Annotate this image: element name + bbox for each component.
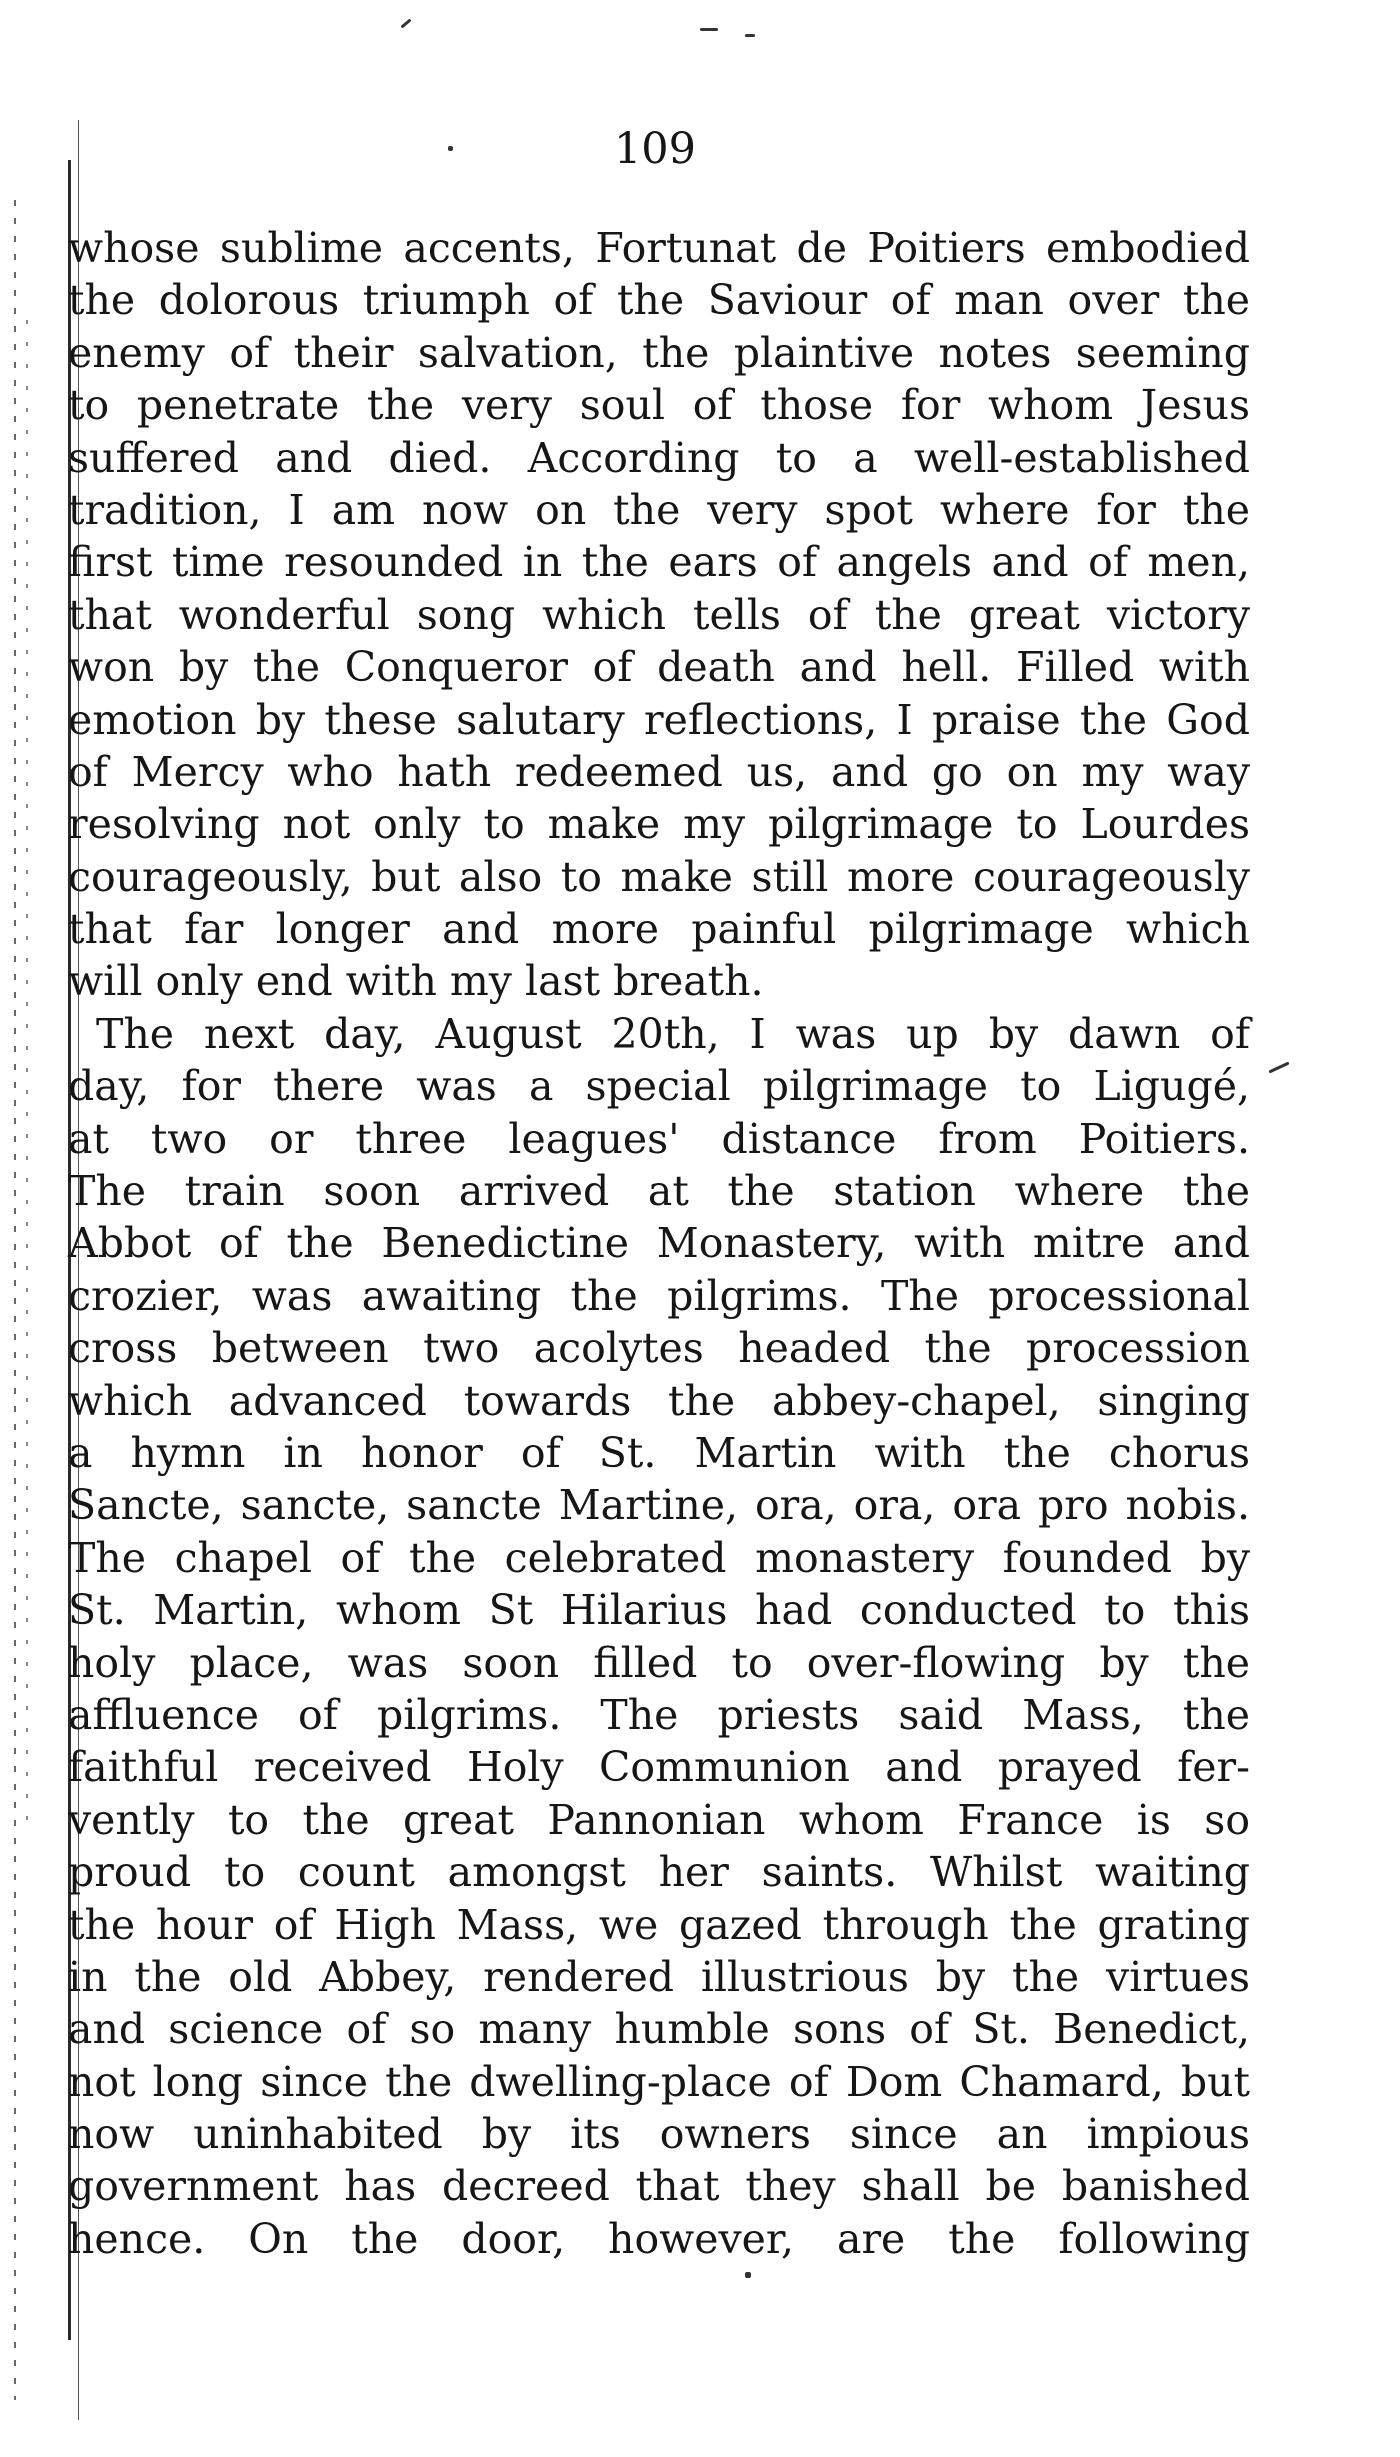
text-line: the dolorous triumph of the Saviour of man over the <box>68 276 1250 325</box>
text-line: resolving not only to make my pilgrimage to Lourdes <box>68 800 1250 849</box>
text-line: and science of so many humble sons of St. Benedict, <box>68 2005 1250 2054</box>
page-number: 109 <box>613 124 697 174</box>
text-line: vently to the great Pannonian whom France is so <box>68 1795 1250 1844</box>
text-line: will only end with my last breath. <box>68 957 764 1006</box>
gutter-scan-marks <box>26 320 28 1820</box>
text-line: day, for there was a special pilgrimage to Ligugé, <box>68 1062 1250 1111</box>
text-line: enemy of their salvation, the plaintive notes seeming <box>68 328 1250 377</box>
text-line: tradition, I am now on the very spot where for the <box>68 485 1250 534</box>
text-line: in the old Abbey, rendered illustrious by the virtues <box>68 1952 1250 2001</box>
text-line: government has decreed that they shall be banished <box>68 2162 1250 2211</box>
text-line: the hour of High Mass, we gazed through the grating <box>68 1900 1250 1949</box>
text-line: a hymn in honor of St. Martin with the chorus <box>68 1428 1250 1477</box>
text-line: cross between two acolytes headed the procession <box>68 1324 1250 1373</box>
text-line: The train soon arrived at the station where the <box>68 1167 1250 1216</box>
text-line: not long since the dwelling-place of Dom Chamard, but <box>68 2057 1250 2106</box>
text-line: first time resounded in the ears of angels and of men, <box>68 538 1250 587</box>
scan-speck <box>1268 1061 1289 1073</box>
text-line: crozier, was awaiting the pilgrims. The processional <box>68 1271 1250 1320</box>
text-line: won by the Conqueror of death and hell. Filled with <box>68 643 1250 692</box>
scan-speck <box>400 18 411 28</box>
text-line: now uninhabited by its owners since an impious <box>68 2110 1250 2159</box>
text-line: courageously, but also to make still more courageously <box>68 852 1250 901</box>
text-line: faithful received Holy Communion and prayed fer- <box>68 1743 1250 1792</box>
text-line: to penetrate the very soul of those for whom Jesus <box>68 381 1250 430</box>
text-line: suffered and died. According to a well-established <box>68 433 1250 482</box>
text-line: Sancte, sancte, sancte Martine, ora, ora, ora pro nobis. <box>68 1481 1250 1530</box>
scan-speck <box>700 28 718 31</box>
text-line: emotion by these salutary reflections, I praise the God <box>68 695 1250 744</box>
scan-speck <box>745 34 755 37</box>
text-line: affluence of pilgrims. The priests said Mass, the <box>68 1690 1250 1739</box>
body-text <box>68 222 1250 2265</box>
text-line: that far longer and more painful pilgrimage which <box>68 905 1250 954</box>
text-line: Abbot of the Benedictine Monastery, with mitre and <box>68 1219 1250 1268</box>
text-line: that wonderful song which tells of the great victory <box>68 590 1250 639</box>
text-line: of Mercy who hath redeemed us, and go on my way <box>68 747 1250 796</box>
gutter-scan-marks <box>14 200 16 2400</box>
text-line: St. Martin, whom St Hilarius had conducted to this <box>68 1586 1250 1635</box>
text-line: which advanced towards the abbey-chapel, singing <box>68 1376 1250 1425</box>
text-line: The chapel of the celebrated monastery founded by <box>68 1533 1250 1582</box>
text-line: whose sublime accents, Fortunat de Poitiers embodied <box>68 224 1250 272</box>
text-line: at two or three leagues' distance from Poitiers. <box>68 1114 1250 1163</box>
text-line: proud to count amongst her saints. Whilst waiting <box>68 1848 1250 1897</box>
text-line: holy place, was soon filled to over-flowing by the <box>68 1638 1250 1687</box>
scan-speck <box>745 2272 751 2278</box>
text-line: hence. On the door, however, are the following <box>68 2214 1250 2263</box>
text-line: The next day, August 20th, I was up by dawn of <box>96 1009 1250 1058</box>
